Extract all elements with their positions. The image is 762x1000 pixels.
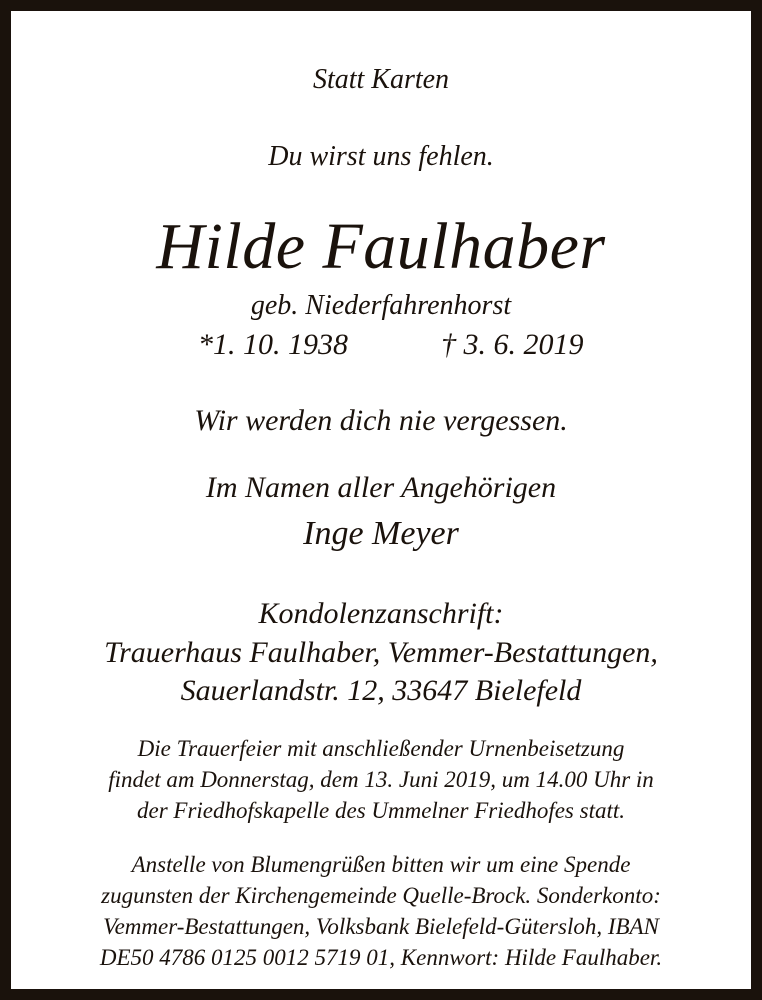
ceremony-line: findet am Donnerstag, dem 13. Juni 2019, um 14.00 Uhr in [108, 767, 654, 792]
birth-date: *1. 10. 1938 [198, 328, 348, 361]
deceased-name: Hilde Faulhaber [156, 210, 606, 283]
donation-line: Vemmer-Bestattungen, Volksbank Bielefeld-Gütersloh, IBAN [103, 914, 659, 939]
obituary-content [22, 22, 740, 978]
donation-line: Anstelle von Blumengrüßen bitten wir um eine Spende [131, 852, 631, 877]
donation-line: DE50 4786 0125 0012 5719 01, Kennwort: Hilde Faulhaber. [99, 945, 663, 970]
signer-name: Inge Meyer [303, 515, 459, 552]
motto-text: Du wirst uns fehlen. [268, 141, 494, 172]
condolence-address-line: Sauerlandstr. 12, 33647 Bielefeld [180, 674, 582, 707]
donation-paragraph [22, 849, 740, 973]
death-date: † 3. 6. 2019 [441, 328, 584, 361]
header-text: Statt Karten [312, 64, 450, 95]
on-behalf-text: Im Namen aller Angehörigen [205, 471, 557, 504]
ceremony-line: Die Trauerfeier mit anschließender Urnenbeisetzung [137, 736, 625, 761]
ceremony-line: der Friedhofskapelle des Ummelner Friedhofes statt. [136, 798, 626, 823]
donation-line: zugunsten der Kirchengemeinde Quelle-Brock. Sonderkonto: [101, 883, 661, 908]
condolence-heading: Kondolenzanschrift: [258, 597, 504, 630]
condolence-address-line: Trauerhaus Faulhaber, Vemmer-Bestattungen, [104, 636, 658, 669]
birth-name: geb. Niederfahrenhorst [250, 290, 512, 321]
ceremony-paragraph [22, 733, 740, 826]
remembrance-text: Wir werden dich nie vergessen. [194, 404, 568, 437]
